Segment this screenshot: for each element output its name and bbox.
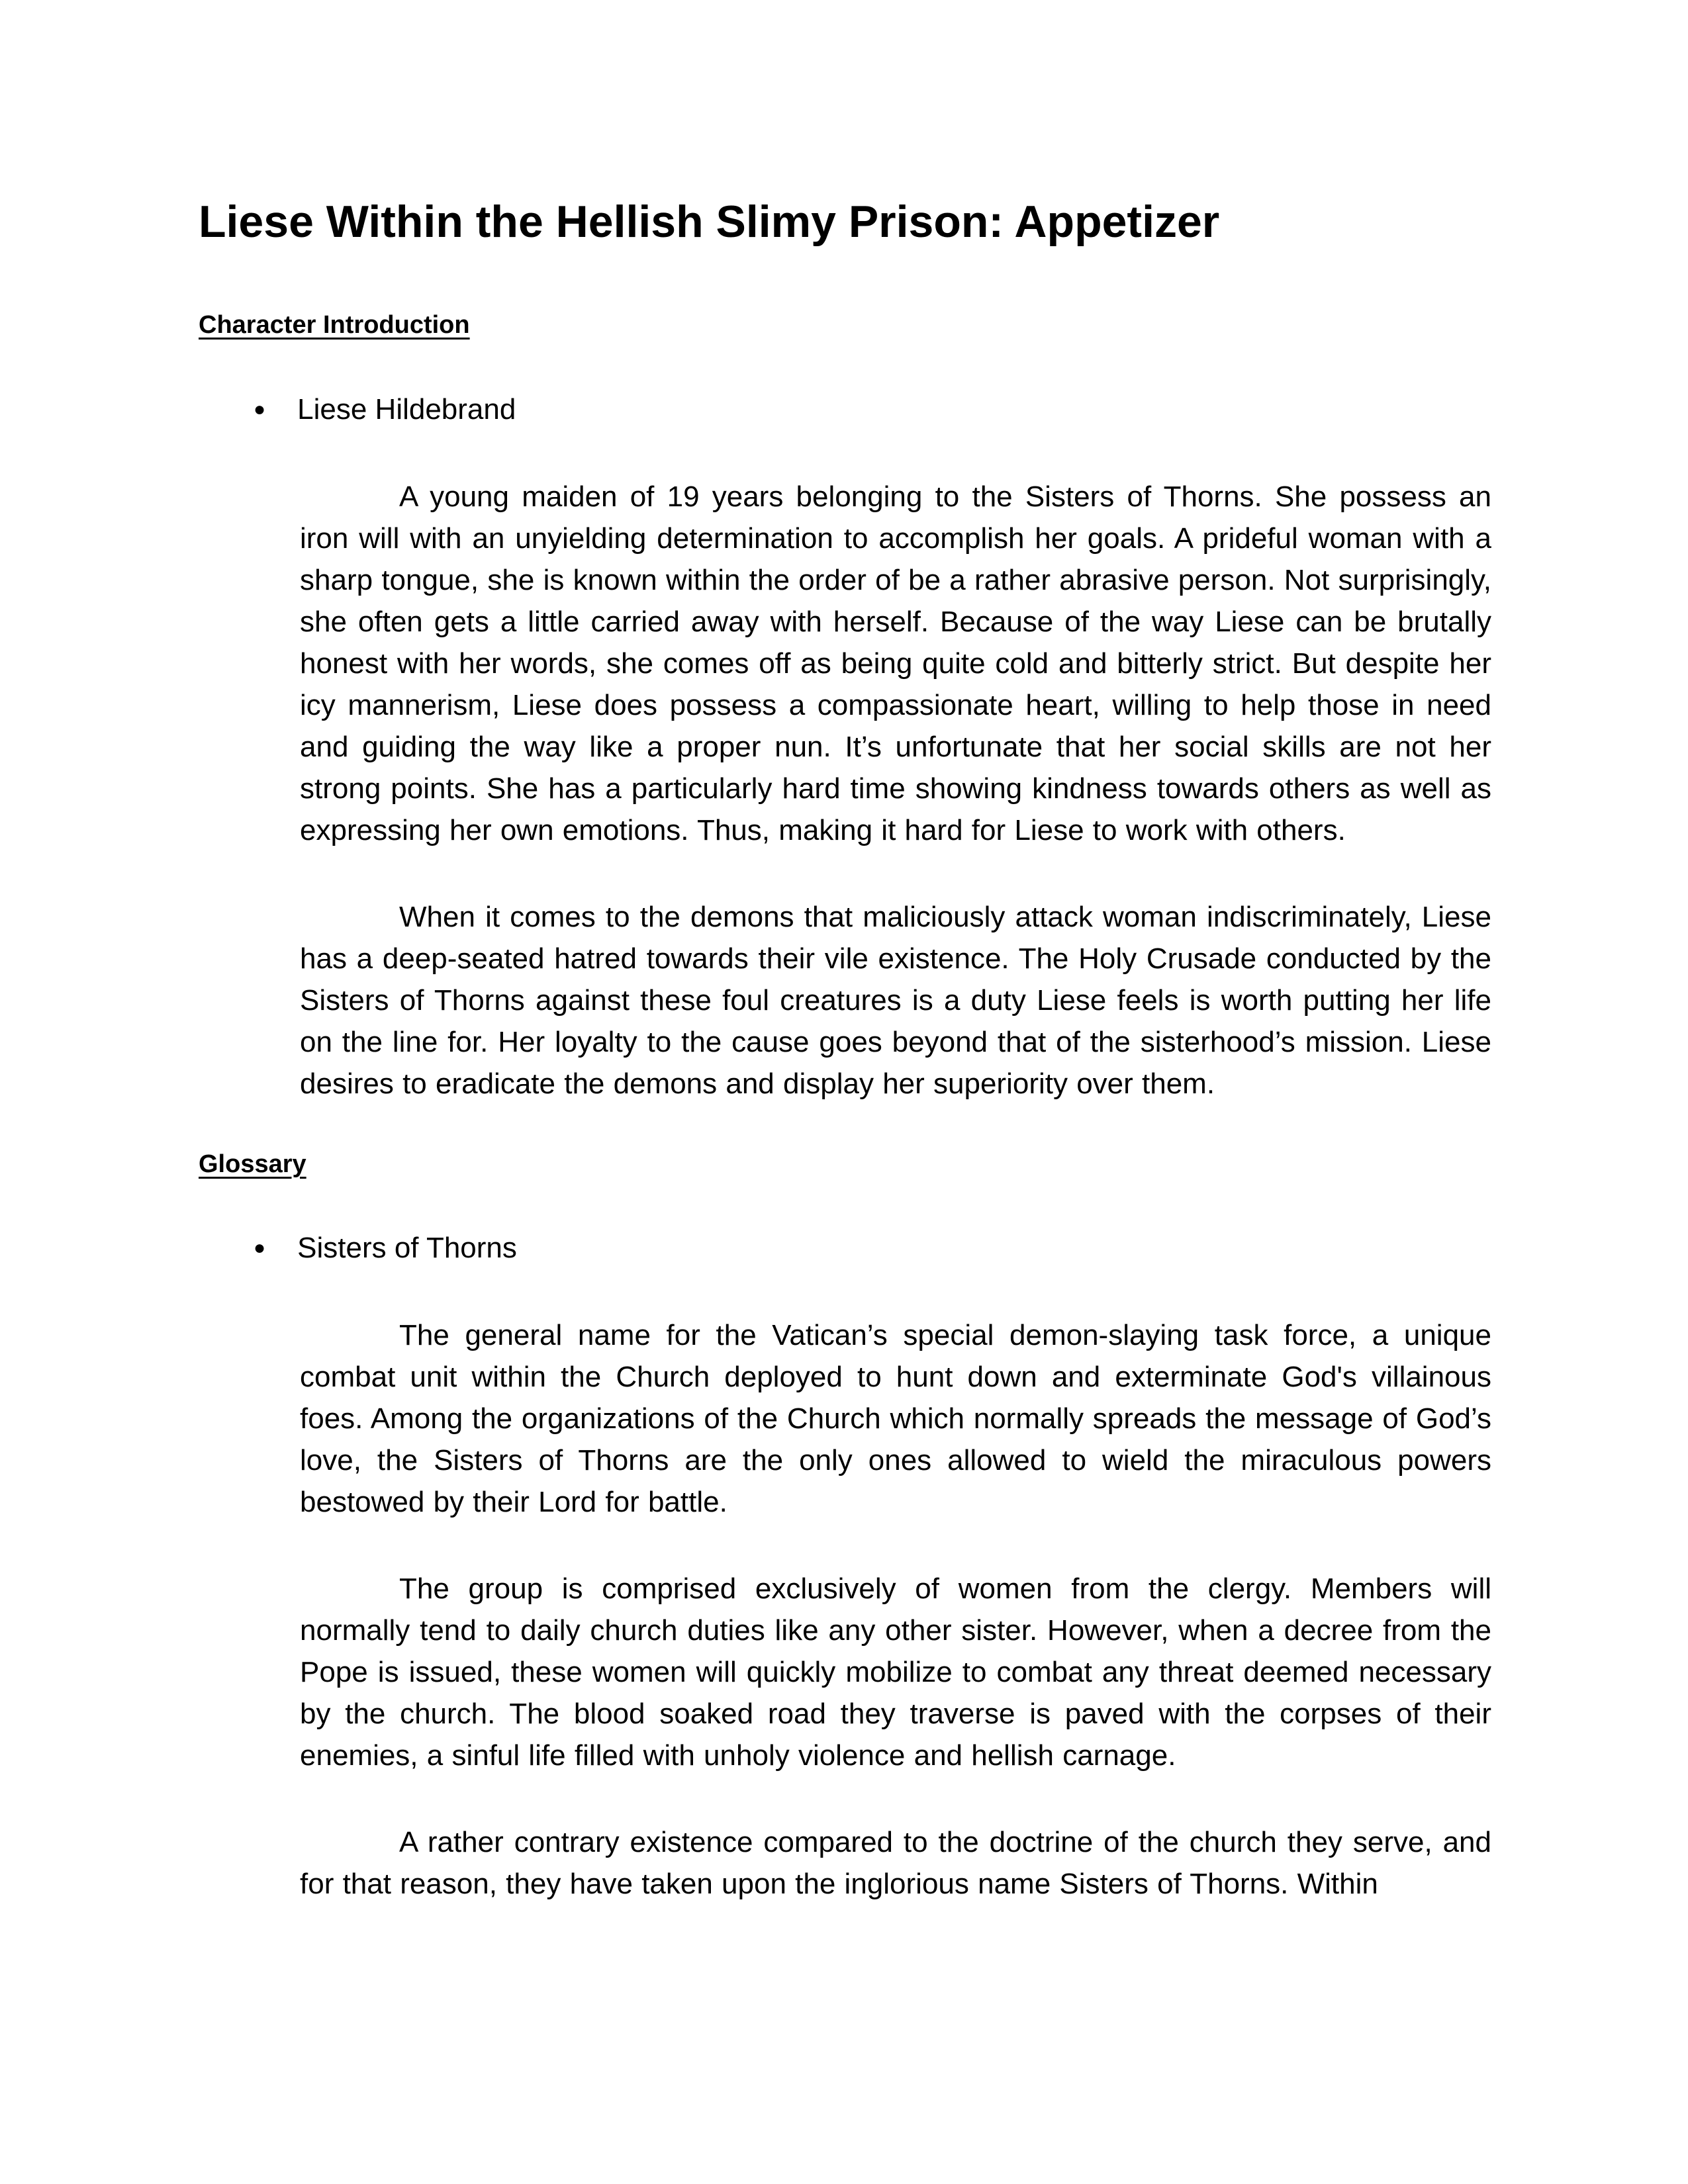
heading-glossary: Glossary (199, 1150, 306, 1178)
bullet-icon: ● (254, 1237, 266, 1259)
list-item (199, 388, 1491, 433)
bullet-list (199, 1227, 1491, 1272)
bullet-icon: ● (254, 398, 266, 420)
section-glossary (199, 1150, 1491, 1905)
list-item-label: Sisters of Thorns (297, 1232, 517, 1265)
paragraph: When it comes to the demons that maliciously attack woman indiscriminately, Liese has a deep-seated hatred towards their vile existence. The Holy Crusade conducted by the Sisters of Thorns against these foul creatures is a duty Liese feels is worth putting her life on the line for. Her loyalty to the cause goes beyond that of the sisterhood’s mission. Liese desires to eradicate the demons and display her superiority over them. (300, 900, 1491, 1100)
paragraph: The group is comprised exclusively of women from the clergy. Members will normally tend to daily church duties like any other sister. However, when a decree from the Pope is issued, these women will quickly mobilize to combat any threat deemed necessary by the church. The blood soaked road they traverse is paved with the corpses of their enemies, a sinful life filled with unholy violence and hellish carnage. (300, 1572, 1491, 1772)
list-item (199, 1227, 1491, 1272)
paragraph: A young maiden of 19 years belonging to the Sisters of Thorns. She possess an iron will with an unyielding determination to accomplish her goals. A prideful woman with a sharp tongue, she is known within the order of be a rather abrasive person. Not surprisingly, she often gets a little carried away with herself. Because of the way Liese can be brutally honest with her words, she comes off as being quite cold and bitterly strict. But despite her icy mannerism, Liese does possess a compassionate heart, willing to help those in need and guiding the way like a proper nun. It’s unfortunate that her social skills are not her strong points. She has a particularly hard time showing kindness towards others as well as expressing her own emotions. Thus, making it hard for Liese to work with others. (300, 480, 1491, 846)
section-character-introduction (199, 310, 1491, 1105)
paragraph: The general name for the Vatican’s special demon-slaying task force, a unique combat unit within the Church deployed to hunt down and exterminate God's villainous foes. Among the organizations of the Church which normally spreads the message of God’s love, the Sisters of Thorns are the only ones allowed to wield the miraculous powers bestowed by their Lord for battle. (300, 1319, 1491, 1519)
document-title: Liese Within the Hellish Slimy Prison: Appetizer (199, 197, 1220, 247)
heading-character-introduction: Character Introduction (199, 311, 470, 340)
list-item-label: Liese Hildebrand (297, 392, 516, 426)
bullet-list (199, 388, 1491, 433)
paragraph: A rather contrary existence compared to the doctrine of the church they serve, and for that reason, they have taken upon the inglorious name Sisters of Thorns. Within (300, 1826, 1491, 1901)
